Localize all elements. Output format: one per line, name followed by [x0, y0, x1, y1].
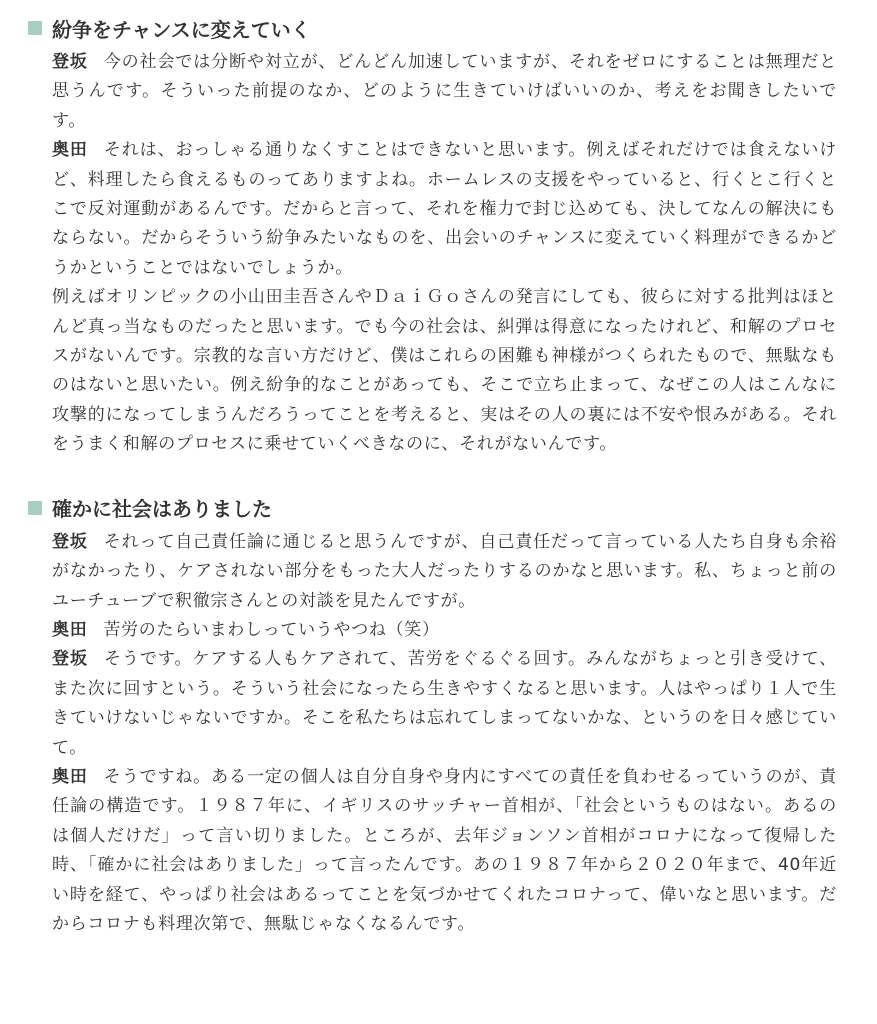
dialogue-paragraph — [52, 763, 837, 939]
dialogue-paragraph — [52, 136, 837, 283]
heading-square-icon — [28, 21, 42, 35]
speaker-name: 奥田 — [52, 140, 88, 161]
dialogue-paragraph — [52, 616, 837, 645]
dialogue-text: 苦労のたらいまわしっていうやつね（笑） — [103, 619, 440, 640]
section-body — [28, 48, 837, 460]
speaker-name: 登坂 — [52, 531, 88, 552]
dialogue-text: そうですね。ある一定の個人は自分自身や身内にすべての責任を負わせるっていうのが、責任論の構造です。１９８７年に、イギリスのサッチャー首相が、「社会というものはない。あるのは個人だけだ」って言い切りました。ところが、去年ジョンソン首相がコロナになって復帰した時、「確かに社会はありました」って言ったんです。あの１９８７年から２０２０年まで、40年近い時を経て、やっぱり社会はあるってことを気づかせてくれたコロナって、偉いなと思います。だからコロナも料理次第で、無駄じゃなくなるんです。 — [52, 766, 837, 934]
dialogue-paragraph — [52, 283, 837, 459]
section-heading — [28, 8, 837, 48]
dialogue-paragraph — [52, 645, 837, 763]
dialogue-text: それは、おっしゃる通りなくすことはできないと思います。例えばそれだけでは食えないけど、料理したら食えるものってありますよね。ホームレスの支援をやっていると、行くとこ行くとこで反対運動があるんです。だからと言って、それを権力で封じ込めても、決してなんの解決にもならない。だからそういう紛争みたいなものを、出会いのチャンスに変えていく料理ができるかどうかということではないでしょうか。 — [52, 140, 837, 278]
dialogue-paragraph — [52, 48, 837, 136]
speaker-name: 登坂 — [52, 52, 88, 72]
section-heading-text: 紛争をチャンスに変えていく — [52, 17, 311, 42]
heading-square-icon — [28, 501, 42, 515]
section-society-exists — [28, 488, 837, 940]
speaker-name: 登坂 — [52, 649, 88, 670]
section-heading-text: 確かに社会はありました — [52, 497, 272, 522]
section-conflict-as-chance — [28, 8, 837, 460]
section-spacer — [28, 460, 837, 488]
section-body — [28, 528, 837, 940]
dialogue-text: 例えばオリンピックの小山田圭吾さんやＤａｉＧｏさんの発言にしても、彼らに対する批判はほとんど真っ当なものだったと思います。でも今の社会は、糾弾は得意になったけれど、和解のプロセスがないんです。宗教的な言い方だけど、僕はこれらの困難も神様がつくられたもので、無駄なものはないと思いたい。例え紛争的なことがあっても、そこで立ち止まって、なぜこの人はこんなに攻撃的になってしまうんだろうってことを考えると、実はその人の裏には不安や恨みがある。それをうまく和解のプロセスに乗せていくべきなのに、それがないんです。 — [52, 287, 837, 455]
speaker-name: 奥田 — [52, 766, 88, 787]
dialogue-text: それって自己責任論に通じると思うんですが、自己責任だって言っている人たち自身も余裕がなかったり、ケアされない部分をもった大人だったりするのかなと思います。私、ちょっと前のユーチューブで釈徹宗さんとの対談を見たんですが。 — [52, 531, 837, 611]
section-heading — [28, 488, 837, 528]
dialogue-text: 今の社会では分断や対立が、どんどん加速していますが、それをゼロにすることは無理だと思うんです。そういった前提のなか、どのように生きていけばいいのか、考えをお聞きしたいです。 — [52, 52, 837, 131]
speaker-name: 奥田 — [52, 619, 88, 640]
dialogue-paragraph — [52, 528, 837, 616]
dialogue-text: そうです。ケアする人もケアされて、苦労をぐるぐる回す。みんながちょっと引き受けて、また次に回すという。そういう社会になったら生きやすくなると思います。人はやっぱり１人で生きていけないじゃないですか。そこを私たちは忘れてしまってないかな、というのを日々感じていて。 — [52, 649, 837, 758]
